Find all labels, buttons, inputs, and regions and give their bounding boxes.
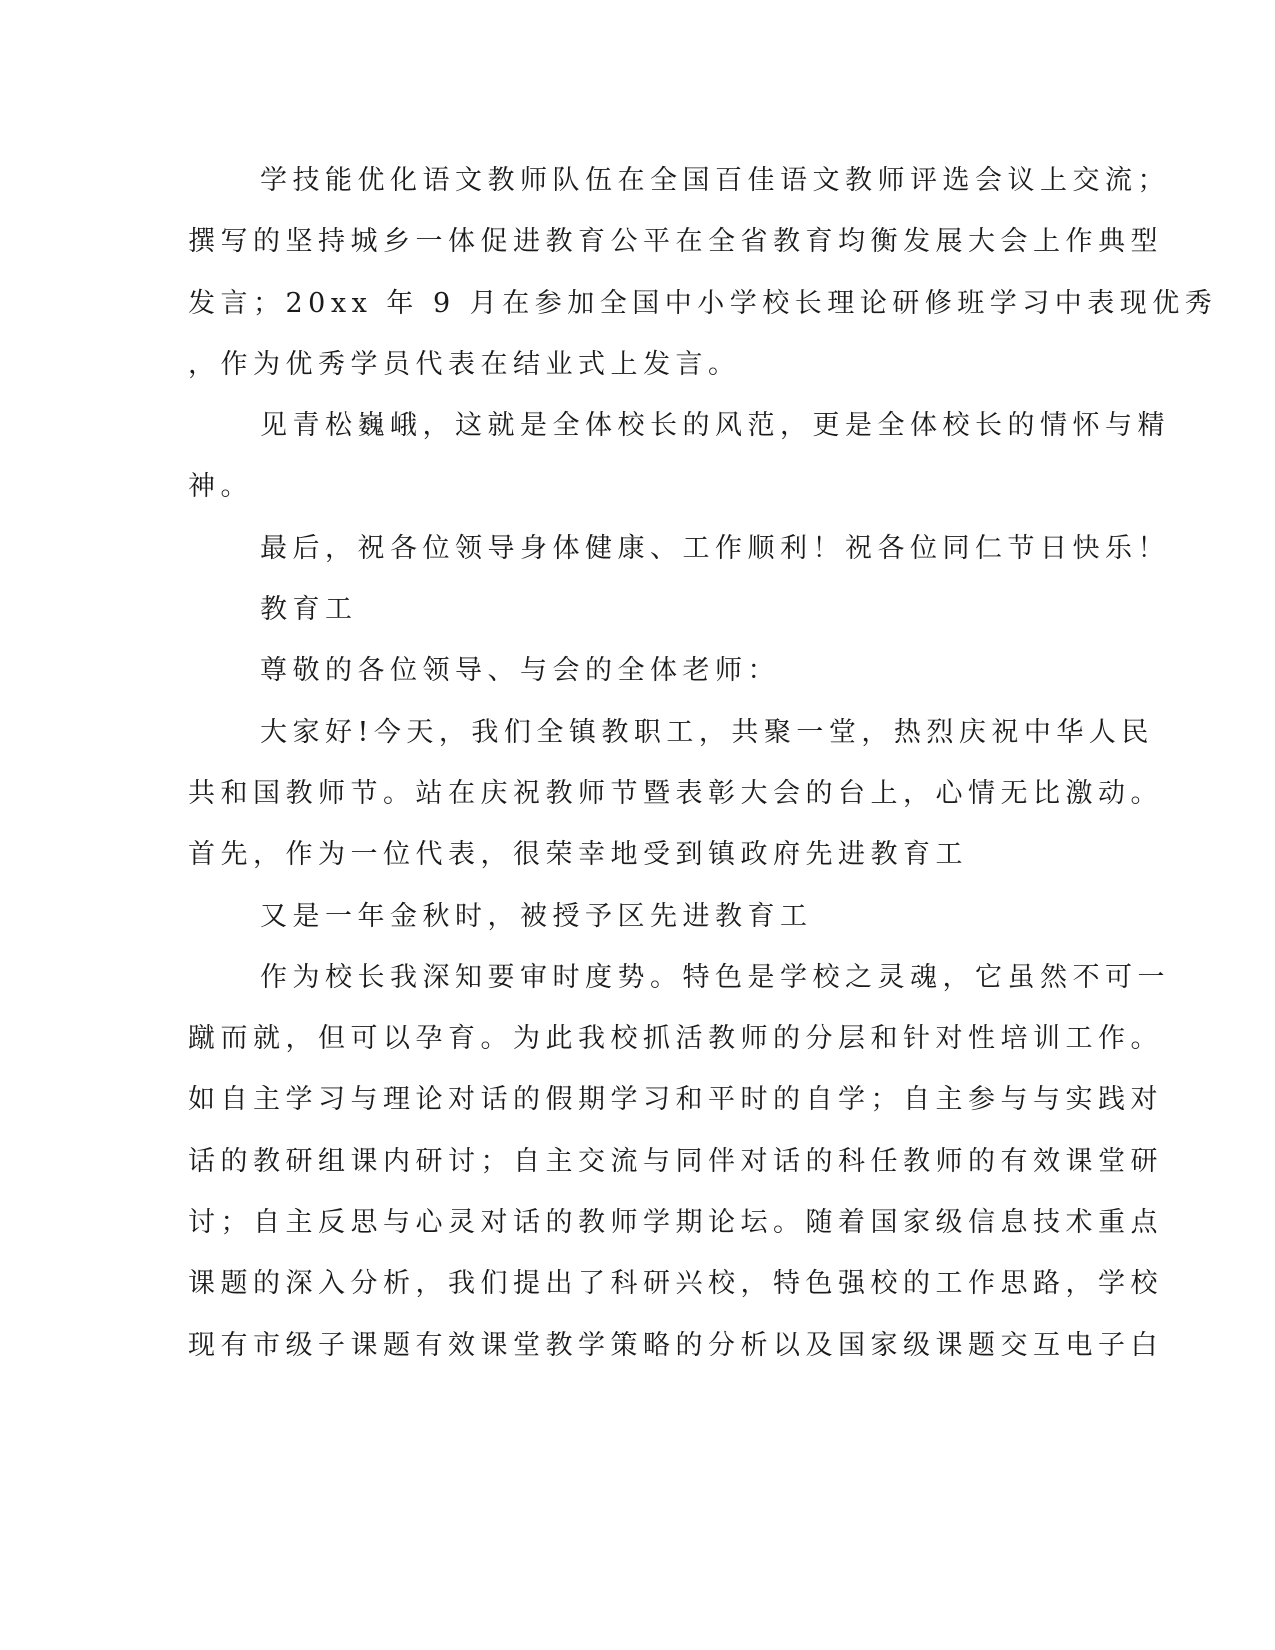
text-line: 课题的深入分析，我们提出了科研兴校，特色强校的工作思路，学校 [188, 1268, 1163, 1300]
text-line: 发言；20xx 年 9 月在参加全国中小学校长理论研修班学习中表现优秀 [188, 287, 1218, 319]
text-line: 如自主学习与理论对话的假期学习和平时的自学；自主参与与实践对 [188, 1084, 1163, 1116]
document-body [188, 150, 1218, 1376]
text-line: 最后，祝各位领导身体健康、工作顺利！祝各位同仁节日快乐！ [260, 532, 1170, 564]
text-line: 尊敬的各位领导、与会的全体老师： [260, 655, 780, 687]
text-line: 蹴而就，但可以孕育。为此我校抓活教师的分层和针对性培训工作。 [188, 1023, 1163, 1055]
text-line: 又是一年金秋时，被授予区先进教育工 [260, 900, 813, 932]
text-line: 见青松巍峨，这就是全体校长的风范，更是全体校长的情怀与精 [260, 410, 1170, 442]
text-line: 话的教研组课内研讨；自主交流与同伴对话的科任教师的有效课堂研 [188, 1145, 1163, 1177]
text-line: 现有市级子课题有效课堂教学策略的分析以及国家级课题交互电子白 [188, 1329, 1163, 1361]
text-line: 教育工 [260, 594, 358, 626]
text-line: 神。 [188, 471, 253, 503]
text-line: 撰写的坚持城乡一体促进教育公平在全省教育均衡发展大会上作典型 [188, 226, 1163, 258]
text-line: 大家好!今天，我们全镇教职工，共聚一堂，热烈庆祝中华人民 [260, 716, 1154, 748]
text-line: ，作为优秀学员代表在结业式上发言。 [188, 348, 741, 380]
text-line: 讨；自主反思与心灵对话的教师学期论坛。随着国家级信息技术重点 [188, 1207, 1163, 1239]
text-line: 学技能优化语文教师队伍在全国百佳语文教师评选会议上交流； [260, 165, 1170, 196]
text-line: 首先，作为一位代表，很荣幸地受到镇政府先进教育工 [188, 839, 968, 871]
text-line: 共和国教师节。站在庆祝教师节暨表彰大会的台上，心情无比激动。 [188, 777, 1163, 809]
text-line: 作为校长我深知要审时度势。特色是学校之灵魂，它虽然不可一 [260, 961, 1170, 993]
